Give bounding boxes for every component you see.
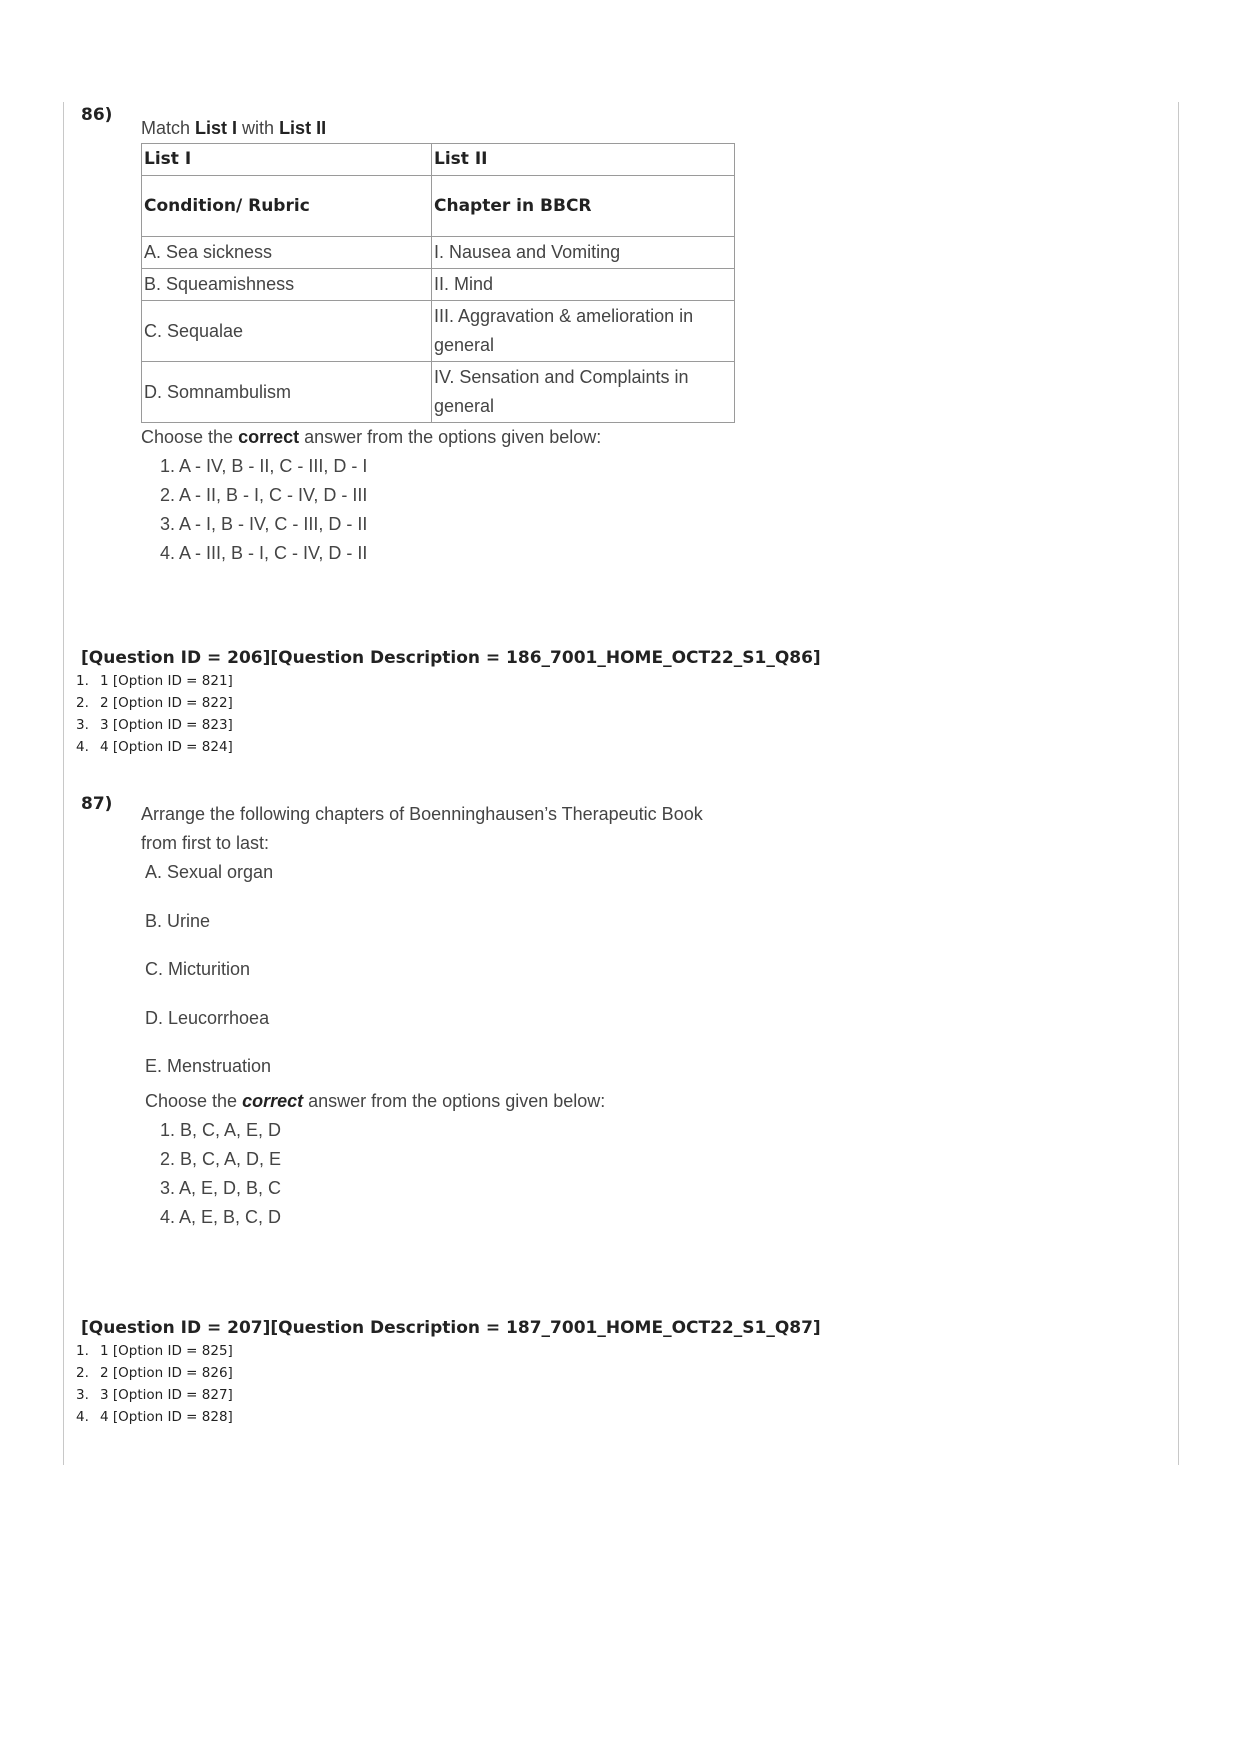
option-text: 2 [Option ID = 822] [100, 695, 233, 711]
instruction-bold: correct [242, 1090, 304, 1111]
stem-bold-list-1: List I [195, 118, 238, 138]
match-table [141, 143, 735, 423]
question-87-meta: [Question ID = 207][Question Description = 187_7001_HOME_OCT22_S1_Q87] [81, 1318, 821, 1338]
choice-item: 4. A, E, B, C, D [160, 1206, 282, 1227]
option-text: 2 [Option ID = 826] [100, 1365, 233, 1381]
choice-item: 1. B, C, A, E, D [160, 1119, 282, 1140]
list-item: B. Urine [145, 910, 211, 931]
choice-item: 2. B, C, A, D, E [160, 1148, 282, 1169]
option-text: 4 [Option ID = 828] [100, 1409, 233, 1425]
instruction-text: answer from the options given below: [299, 427, 602, 447]
option-number: 4. [76, 739, 89, 755]
choice-item: 4. A - III, B - I, C - IV, D - II [160, 543, 368, 563]
option-text: 4 [Option ID = 824] [100, 739, 233, 755]
option-id-item [76, 1384, 233, 1406]
option-text: 3 [Option ID = 823] [100, 717, 233, 733]
table-header-list-2: List II [432, 144, 735, 176]
stem-bold-list-2: List II [279, 118, 327, 138]
table-cell-left: B. Squeamishness [142, 269, 432, 301]
option-id-item [76, 1362, 233, 1384]
table-row [142, 269, 735, 301]
option-id-item [76, 714, 233, 736]
question-87-body [141, 800, 703, 1232]
stem-text: Match [141, 118, 196, 138]
list-item: D. Leucorrhoea [145, 1007, 270, 1028]
option-number: 3. [76, 717, 89, 733]
option-id-item [76, 1406, 233, 1428]
left-border-line [63, 102, 64, 1465]
question-86-meta: [Question ID = 206][Question Description = 186_7001_HOME_OCT22_S1_Q86] [81, 648, 821, 668]
question-87-items [141, 858, 703, 1081]
table-subheader-chapter: Chapter in BBCR [432, 176, 735, 237]
table-cell-right: IV. Sensation and Complaints in general [432, 362, 735, 423]
option-text: 1 [Option ID = 821] [100, 673, 233, 689]
instruction-text: Choose the [141, 427, 239, 447]
option-text: 3 [Option ID = 827] [100, 1387, 233, 1403]
choice-item: 1. A - IV, B - II, C - III, D - I [160, 456, 368, 476]
question-86-body [141, 114, 735, 568]
option-number: 2. [76, 1365, 89, 1381]
option-id-item [76, 1340, 233, 1362]
instruction-bold: correct [238, 427, 300, 447]
option-number: 1. [76, 1343, 89, 1359]
question-87-option-ids [76, 1340, 233, 1428]
table-subheader-row [142, 176, 735, 237]
table-header-row [142, 144, 735, 176]
question-87-choices [141, 1116, 703, 1232]
question-86-instruction [141, 423, 735, 452]
question-86-number: 86) [81, 105, 113, 125]
table-row [142, 362, 735, 423]
right-border-line [1178, 102, 1179, 1465]
stem-line: Arrange the following chapters of Boenninghausen’s Therapeutic Book [141, 804, 703, 824]
question-87-stem [141, 800, 703, 858]
instruction-text: Choose the [145, 1090, 243, 1111]
instruction-text: answer from the options given below: [303, 1090, 606, 1111]
list-item: E. Menstruation [145, 1056, 272, 1076]
option-number: 3. [76, 1387, 89, 1403]
option-text: 1 [Option ID = 825] [100, 1343, 233, 1359]
choice-item: 3. A - I, B - IV, C - III, D - II [160, 514, 368, 534]
choice-item: 3. A, E, D, B, C [160, 1177, 282, 1198]
table-row [142, 301, 735, 362]
question-86-choices [141, 452, 735, 568]
table-cell-left: C. Sequalae [142, 301, 432, 362]
option-number: 1. [76, 673, 89, 689]
option-id-item [76, 670, 233, 692]
question-87-number: 87) [81, 794, 113, 814]
choice-item: 2. A - II, B - I, C - IV, D - III [160, 485, 368, 505]
option-number: 2. [76, 695, 89, 711]
table-cell-left: D. Somnambulism [142, 362, 432, 423]
table-cell-right: II. Mind [432, 269, 735, 301]
list-item: A. Sexual organ [145, 862, 274, 882]
option-id-item [76, 692, 233, 714]
list-item: C. Micturition [145, 959, 251, 979]
table-cell-right: I. Nausea and Vomiting [432, 237, 735, 269]
option-number: 4. [76, 1409, 89, 1425]
question-86-option-ids [76, 670, 233, 758]
table-subheader-condition: Condition/ Rubric [142, 176, 432, 237]
question-86-stem [141, 114, 735, 143]
stem-line: from first to last: [141, 833, 270, 853]
table-header-list-1: List I [142, 144, 432, 176]
question-87-instruction [141, 1087, 703, 1116]
stem-text: with [237, 118, 280, 138]
table-row [142, 237, 735, 269]
table-cell-left: A. Sea sickness [142, 237, 432, 269]
option-id-item [76, 736, 233, 758]
table-cell-right: III. Aggravation & amelioration in general [432, 301, 735, 362]
